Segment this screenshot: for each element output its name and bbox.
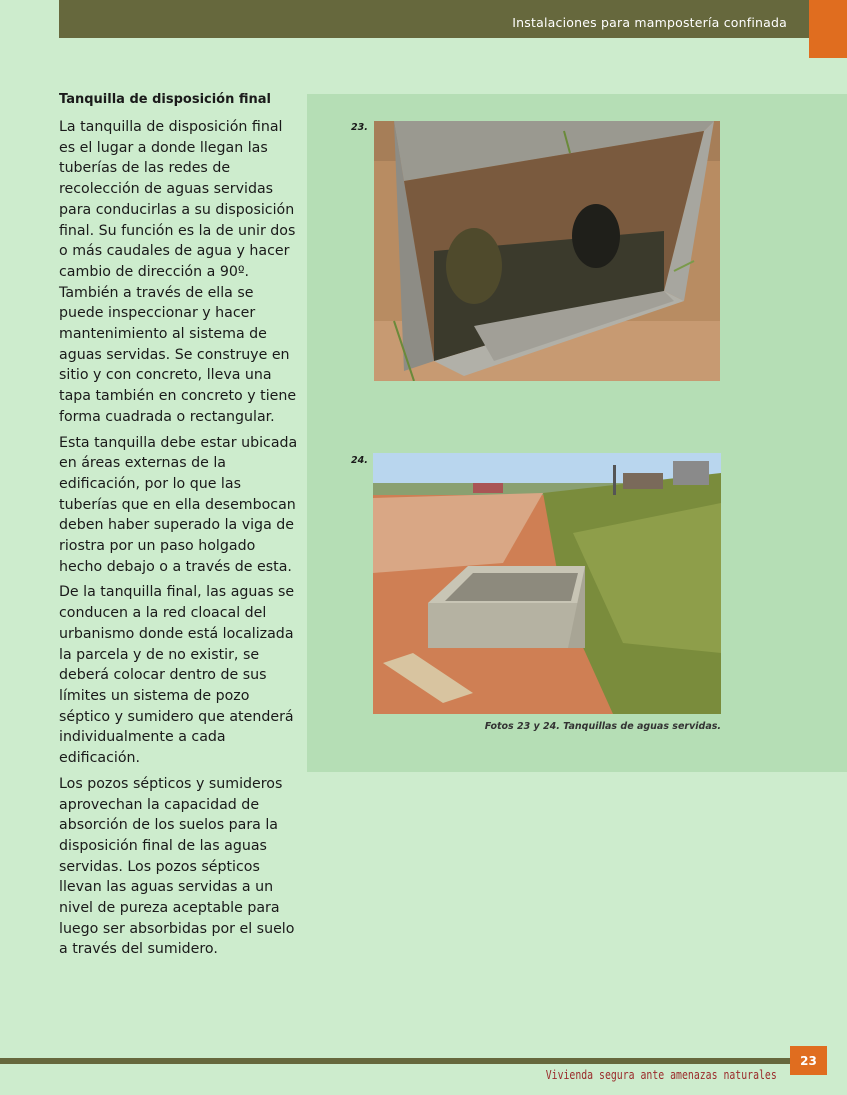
footer-line xyxy=(0,1058,790,1064)
photo-number: 24. xyxy=(351,455,368,466)
paragraph: Esta tanquilla debe estar ubicada en áreas externas de la edificación, por lo que las tuberías que en ella desembocan deben haber superado la viga de riostra por un paso holgado hecho debajo o a través de esta. xyxy=(59,434,298,575)
paragraph: De la tanquilla final, las aguas se conducen a la red cloacal del urbanismo donde está localizada la parcela y de no existir, se deberá colocar dentro de sus límites un sistema de pozo séptico y sumidero que atenderá individualmente a cada edificación. xyxy=(59,584,295,767)
header-accent-tab xyxy=(809,0,847,58)
paragraph: Los pozos sépticos y sumideros aprovechan la capacidad de absorción de los suelos para la disposición final de las aguas servidas. Los pozos sépticos llevan las aguas servidas a un nivel de pureza aceptable para luego ser absorbidas por el suelo a través del sumidero. xyxy=(59,775,295,958)
section-heading: Tanquilla de disposición final xyxy=(59,92,272,107)
photo-open-box xyxy=(374,121,720,381)
photo-roadside-box xyxy=(373,453,721,714)
photo-number: 23. xyxy=(351,122,368,133)
page-number: 23 xyxy=(790,1046,827,1075)
footer-text: Vivienda segura ante amenazas naturales xyxy=(545,1068,777,1082)
body-text xyxy=(59,117,299,965)
header-bar xyxy=(59,0,829,38)
header-title: Instalaciones para mampostería confinada xyxy=(512,15,787,30)
photo-caption: Fotos 23 y 24. Tanquillas de aguas servidas. xyxy=(484,721,721,732)
paragraph: La tanquilla de disposición final es el lugar a donde llegan las tuberías de las redes de recolección de aguas servidas para conducirlas a su disposición final. Su función es la de unir dos o más caudales de agua y hacer cambio de dirección a 90º. También a través de ella se puede inspeccionar y hacer mantenimiento al sistema de aguas servidas. Se construye en sitio y con concreto, lleva una tapa también en concreto y tiene forma cuadrada o rectangular. xyxy=(59,119,297,425)
